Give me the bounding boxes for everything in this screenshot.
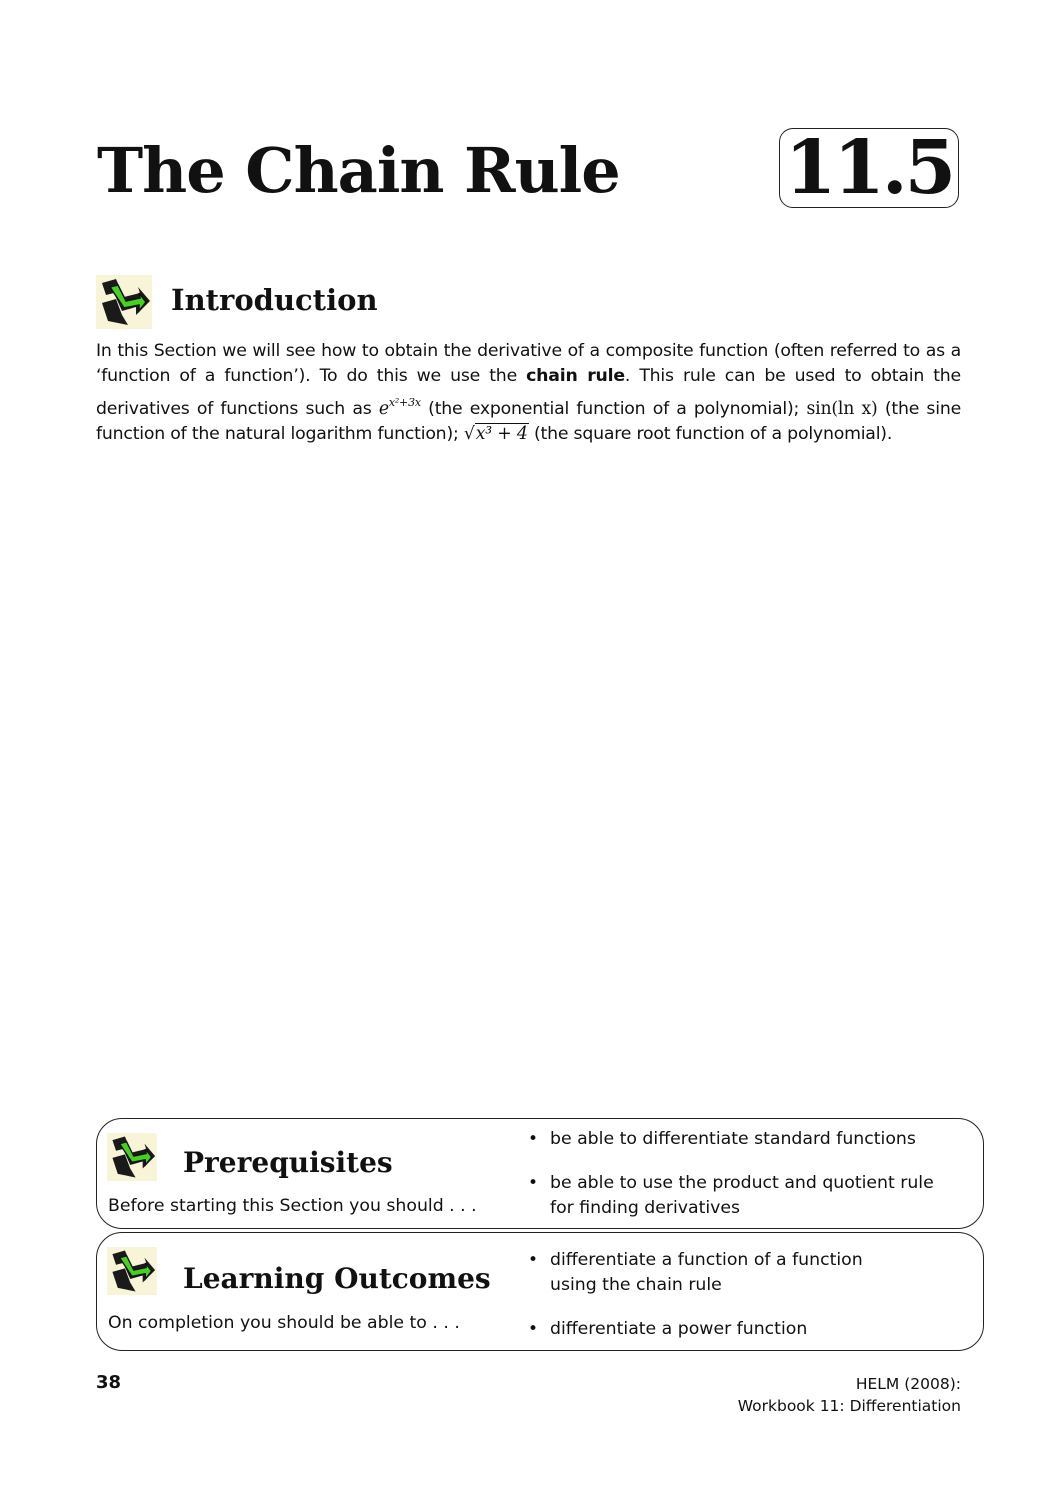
chain-rule-term: chain rule xyxy=(526,366,625,387)
list-item: • be able to differentiate standard functions xyxy=(526,1127,946,1152)
prerequisites-subtitle: Before starting this Section you should . . . xyxy=(108,1196,477,1216)
list-item: • be able to use the product and quotient rule for finding derivatives xyxy=(526,1171,946,1221)
prerequisites-list xyxy=(526,1127,946,1221)
prerequisites-heading: Prerequisites xyxy=(183,1146,393,1179)
green-arrow-icon xyxy=(107,1247,157,1295)
learning-outcomes-heading: Learning Outcomes xyxy=(183,1262,491,1295)
list-item: • differentiate a function of a function using the chain rule xyxy=(526,1248,866,1298)
math-exponential: $e^{x^2+3x}$ xyxy=(378,395,421,419)
footer-workbook-info xyxy=(738,1373,961,1417)
learning-outcomes-list xyxy=(526,1248,866,1342)
learning-outcomes-subtitle: On completion you should be able to . . . xyxy=(108,1313,460,1333)
introduction-paragraph: In this Section we will see how to obtain the derivative of a composite function (often referred to as a ‘function of a function’). To do this we use the chain rule. This rule can be used to obtain the derivatives of functions such as $e^{x^2+3x}$ (the exponential function of a polynomial); sin(ln x) (the sine function of the natural logarithm function); √x³ + 4 (the square root function of a polynomial). xyxy=(96,341,962,444)
math-square-root: √x³ + 4 xyxy=(463,423,528,444)
green-arrow-icon xyxy=(107,1133,157,1181)
page-number: 38 xyxy=(96,1372,122,1393)
prerequisites-panel xyxy=(96,1118,984,1229)
introduction-heading: Introduction xyxy=(171,283,378,317)
list-item: • differentiate a power function xyxy=(526,1317,866,1342)
footer-line-2: Workbook 11: Differentiation xyxy=(737,1397,961,1415)
section-number-badge xyxy=(779,125,959,211)
section-number: 11.5 xyxy=(784,125,954,211)
learning-outcomes-panel xyxy=(96,1232,984,1351)
math-sine-ln: sin(ln x) xyxy=(806,398,878,419)
page-title: The Chain Rule xyxy=(97,134,620,207)
green-arrow-icon xyxy=(96,275,152,329)
footer-line-1: HELM (2008): xyxy=(855,1375,961,1393)
